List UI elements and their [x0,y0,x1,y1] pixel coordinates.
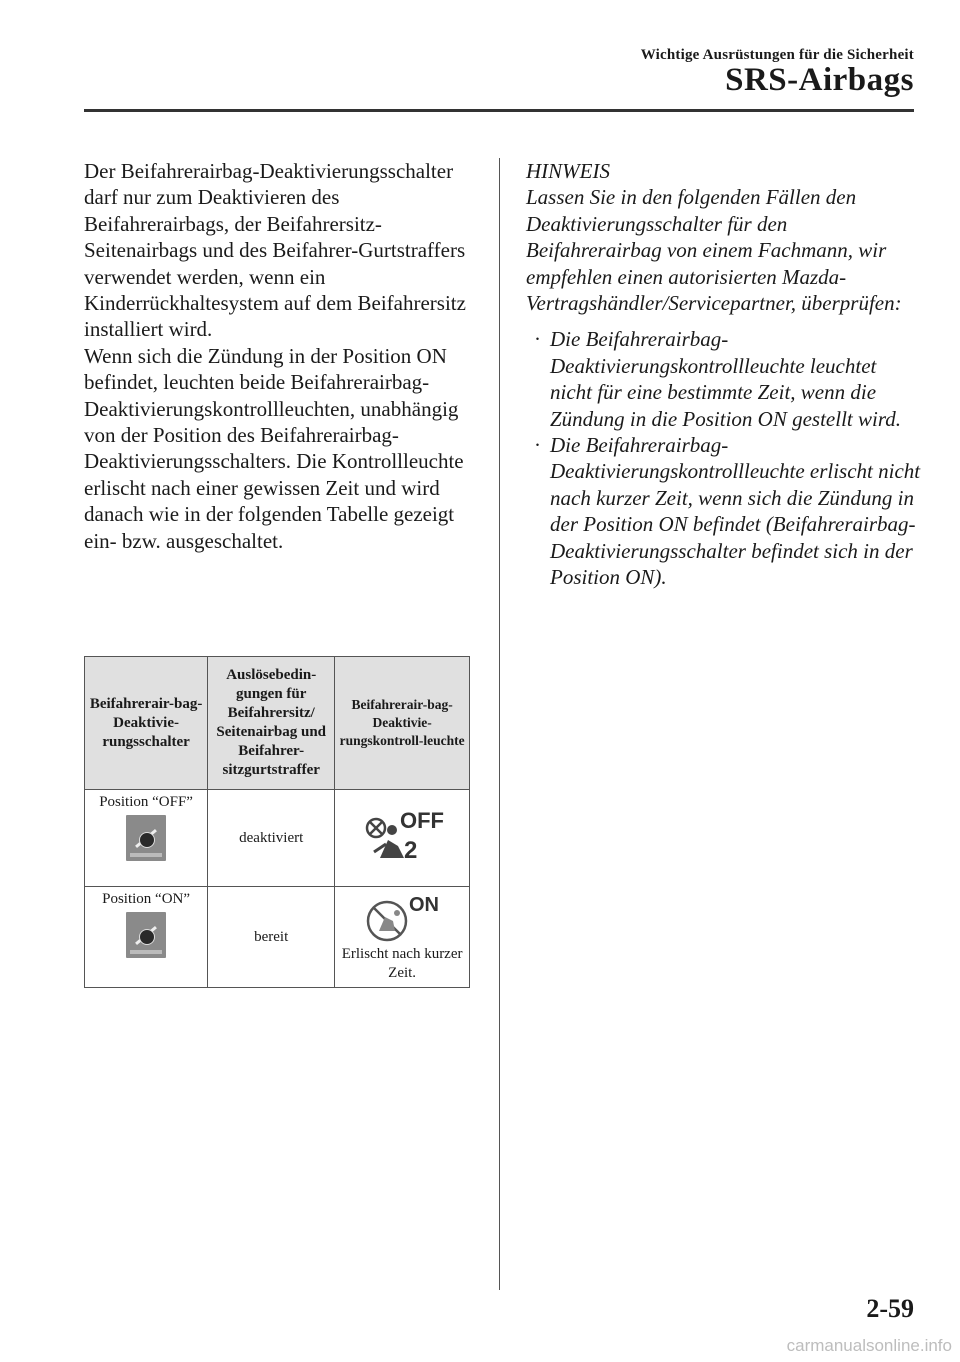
left-column [84,158,484,554]
airbag-on-indicator-icon [357,891,447,945]
indicator-off-label: OFF [400,808,445,833]
column-divider [499,158,500,1290]
table-row [85,887,470,988]
intro-paragraph: Der Beifahrerairbag-Deaktivierungsschalter darf nur zum Deaktivieren des Beifahrerairbags, der Beifahrersitz-Seitenairbags und des Beifahrer-Gurtstraffers verwendet werden, wenn ein Kinderrückhaltesystem auf dem Beifahrersitz installiert wird. [84,159,466,342]
list-item-text: Die Beifahrerairbag-Deaktivierungskontrollleuchte leuchtet nicht für eine bestimmte Zeit, wenn die Zündung in die Position ON gestellt wird. [550,327,901,431]
list-item [534,432,921,590]
note-column [526,158,921,591]
table-header-row [85,657,470,790]
note-intro: Lassen Sie in den folgenden Fällen den Deaktivierungsschalter für den Beifahrerairbag von einem Fachmann, wir empfehlen einen autorisierten Mazda-Vertragshändler/Servicepartner, überprüfen: [526,185,902,316]
page-title: SRS-Airbags [725,62,914,98]
header-switch: Beifahrerair-bag-Deaktivie-rungsschalter [85,657,208,790]
airbag-off-indicator-icon [352,806,452,870]
indicator-note: Erlischt nach kurzer Zeit. [341,946,463,981]
condition-cell: bereit [208,887,335,988]
bullet-glyph: · [534,327,541,352]
header-rule [84,109,914,112]
condition-cell: deaktiviert [208,790,335,887]
switch-cell [85,887,208,988]
header-conditions: Auslösebedin-gungen für Beifahrersitz/ Seitenairbag und Beifahrer-sitzgurtstraffer [208,657,335,790]
switch-position-label: Position “ON” [102,891,191,907]
switch-position-label: Position “OFF” [99,794,193,810]
switch-on-image [126,912,166,958]
header-section-title: Wichtige Ausrüstungen für die Sicherheit [640,47,914,63]
list-item [534,326,921,432]
footer-watermark: carmanualsonline.info [786,1336,952,1355]
bullet-glyph: · [534,433,541,458]
note-list [526,326,921,590]
note-heading: HINWEIS [526,159,610,183]
indicator-cell [335,790,470,887]
indicator-table [84,656,470,988]
indicator-paragraph: Wenn sich die Zündung in der Position ON befindet, leuchten beide Beifahrerairbag-Deaktivierungskontrollleuchten, unabhängig von der Position des Beifahrerairbag-Deaktivierungsschalters. Die Kontrollleuchte erlischt nach einer gewissen Zeit und wird danach wie in der folgenden Tabelle gezeigt ein- bzw. ausgeschaltet. [84,343,464,553]
header-indicator: Beifahrerair-bag-Deaktivie-rungskontroll-leuchte [335,657,470,790]
switch-cell [85,790,208,887]
indicator-cell [335,887,470,988]
list-item-text: Die Beifahrerairbag-Deaktivierungskontrollleuchte erlischt nicht nach kurzer Zeit, wenn sich die Zündung in der Position ON befindet (Beifahrerairbag-Deaktivierungsschalter befindet sich in der Position ON). [550,433,921,590]
switch-off-image [126,815,166,861]
indicator-number: 2 [404,837,418,864]
page-number: 2-59 [866,1294,914,1323]
indicator-on-label: ON [409,894,440,916]
table-row [85,790,470,887]
